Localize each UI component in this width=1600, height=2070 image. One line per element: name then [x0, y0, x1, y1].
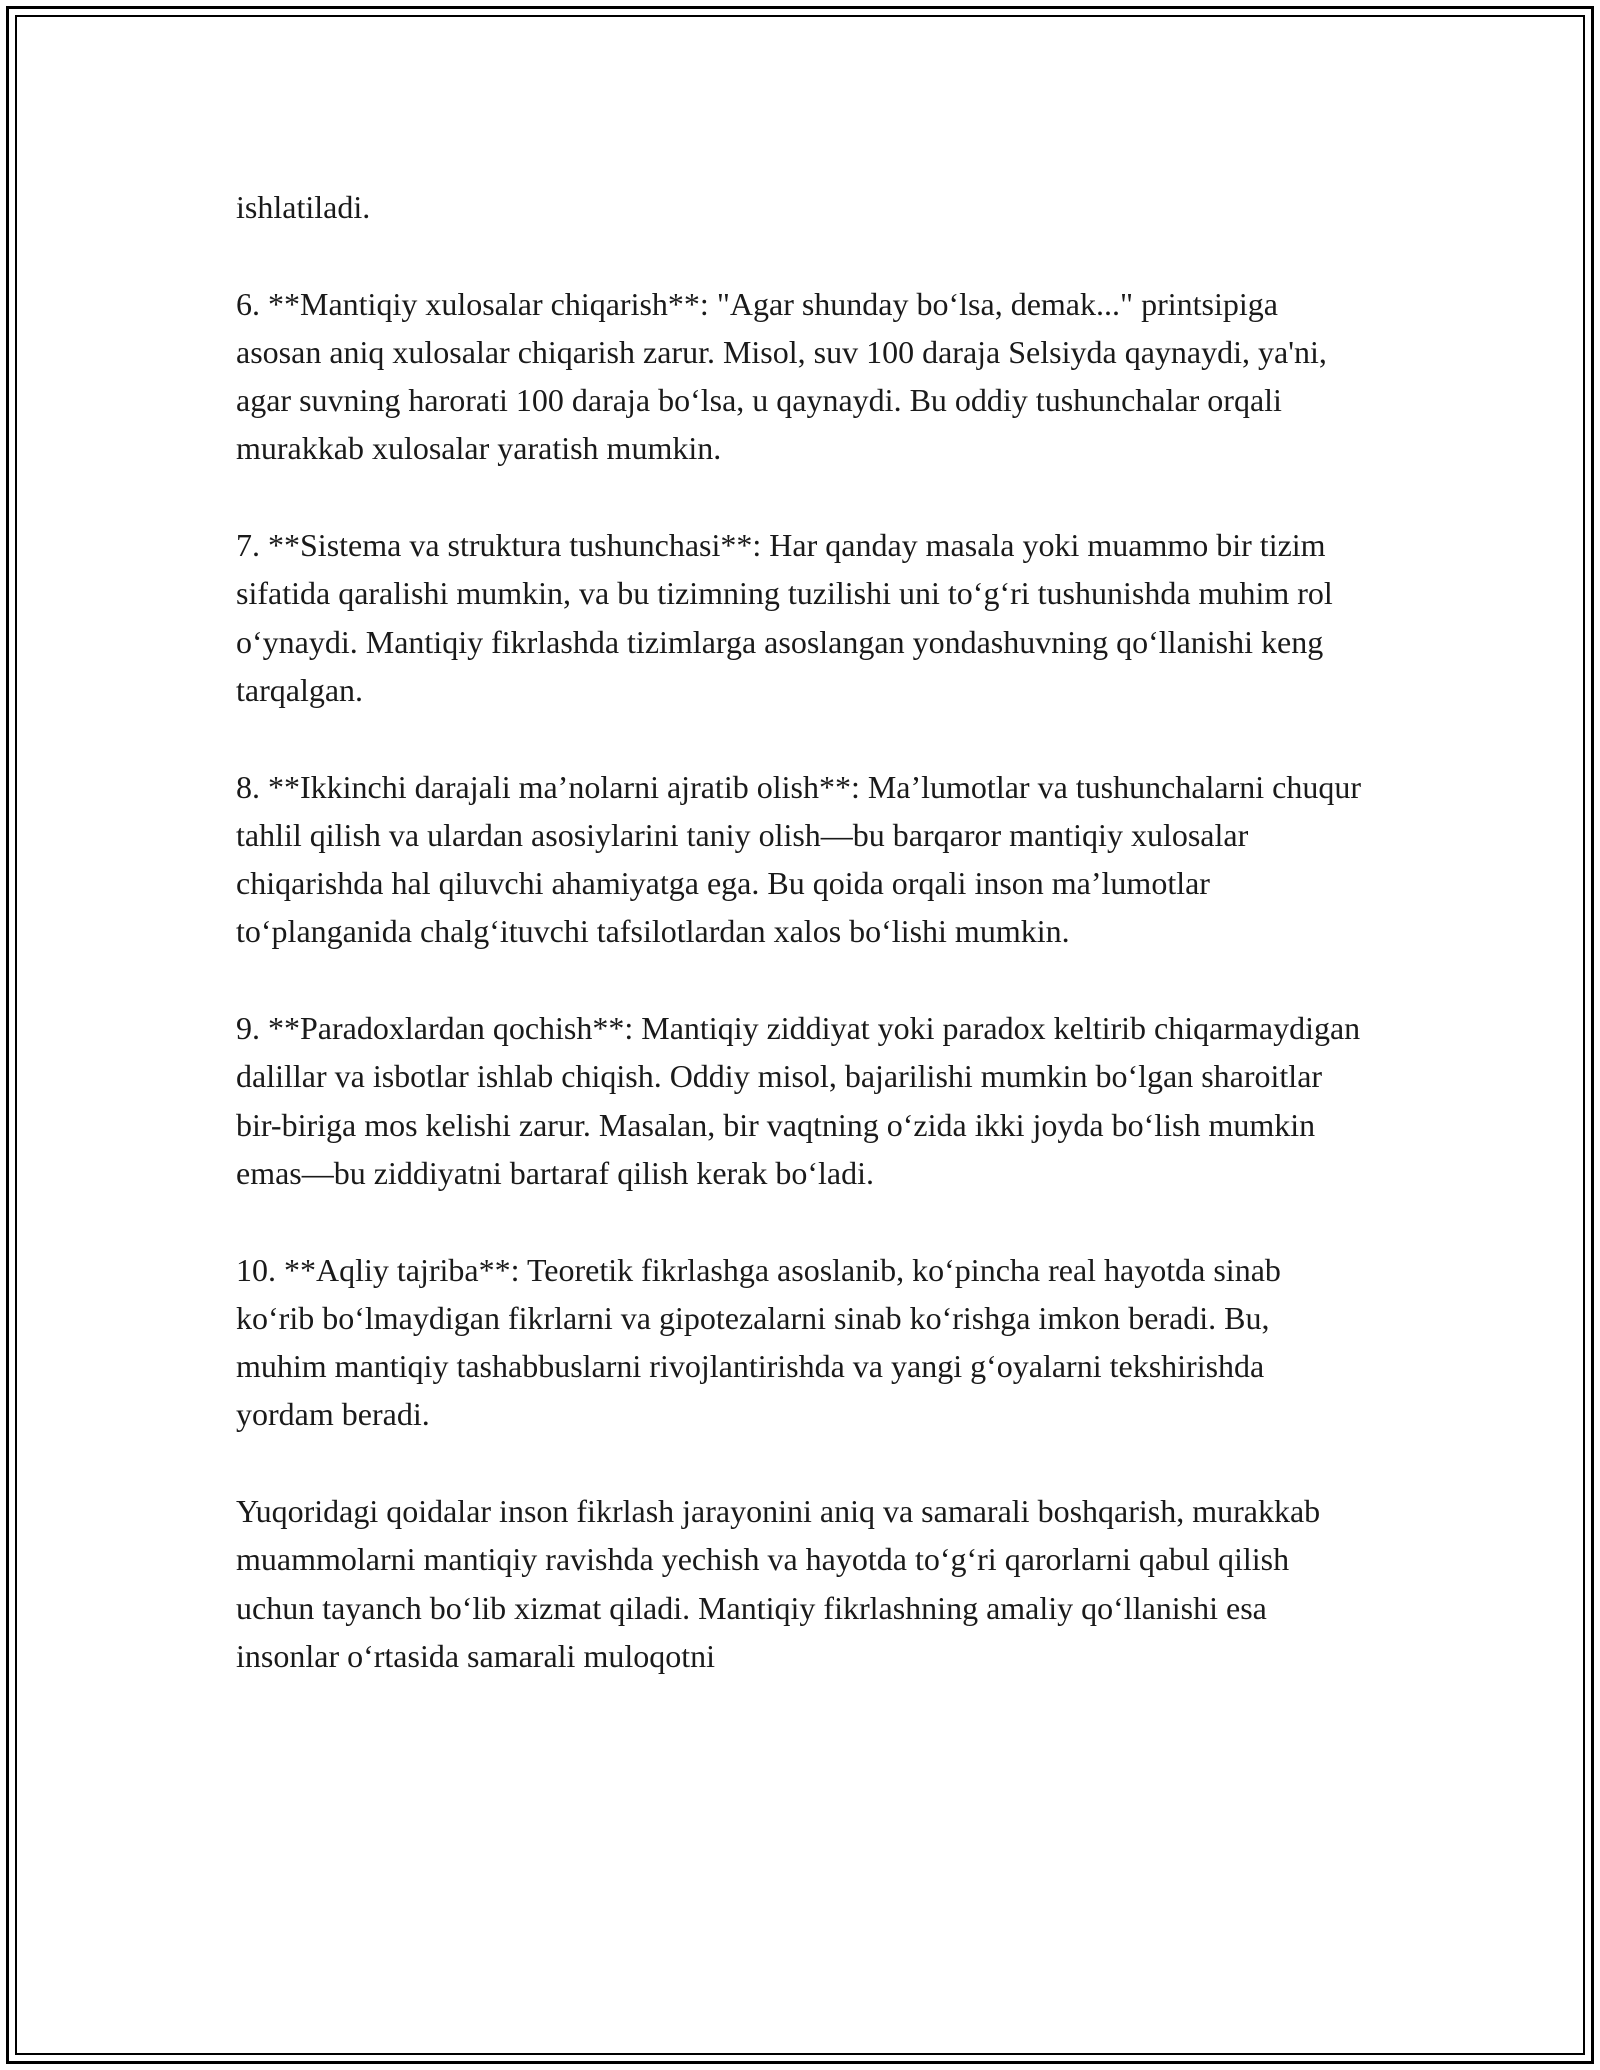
paragraph-rule-9: 9. **Paradoxlardan qochish**: Mantiqiy ziddiyat yoki paradox keltirib chiqarmaydigan dalillar va isbotlar ishlab chiqish. Oddiy misol, bajarilishi mumkin bo‘lgan sharoitlar bir-biriga mos kelishi zarur. Masalan, bir vaqtning o‘zida ikki joyda bo‘lish mumkin emas—bu ziddiyatni bartaraf qilish kerak bo‘ladi. [236, 1010, 1361, 1191]
paragraph-rule-10: 10. **Aqliy tajriba**: Teoretik fikrlashga asoslanib, ko‘pincha real hayotda sinab ko‘rib bo‘lmaydigan fikrlarni va gipotezalarni sinab ko‘rishga imkon beradi. Bu, muhim mantiqiy tashabbuslarni rivojlantirishda va yangi g‘oyalarni tekshirishda yordam beradi. [236, 1251, 1281, 1433]
paragraph-rule-6: 6. **Mantiqiy xulosalar chiqarish**: "Agar shunday bo‘lsa, demak..." printsipiga asosan aniq xulosalar chiqarish zarur. Misol, suv 100 daraja Selsiyda qaynaydi, ya'ni, agar suvning harorati 100 daraja bo‘lsa, u qaynaydi. Bu oddiy tushunchalar orqali murakkab xulosalar yaratish mumkin. [236, 285, 1327, 467]
paragraph-rule-7: 7. **Sistema va struktura tushunchasi**: Har qanday masala yoki muammo bir tizim sifatida qaralishi mumkin, va bu tizimning tuzilishi uni to‘g‘ri tushunishda muhim rol o‘ynaydi. Mantiqiy fikrlashda tizimlarga asoslangan yondashuvning qo‘llanishi keng tarqalgan. [236, 527, 1333, 708]
document-body [236, 183, 1366, 1680]
paragraph-rule-8: 8. **Ikkinchi darajali ma’nolarni ajratib olish**: Ma’lumotlar va tushunchalarni chuqur tahlil qilish va ulardan asosiylarini taniy olish—bu barqaror mantiqiy xulosalar chiqarishda hal qiluvchi ahamiyatga ega. Bu qoida orqali inson ma’lumotlar to‘planganida chalg‘ituvchi tafsilotlardan xalos bo‘lishi mumkin. [236, 768, 1362, 950]
paragraph-continuation: ishlatiladi. [236, 189, 371, 225]
paragraph-conclusion: Yuqoridagi qoidalar inson fikrlash jarayonini aniq va samarali boshqarish, murakkab muammolarni mantiqiy ravishda yechish va hayotda to‘g‘ri qarorlarni qabul qilish uchun tayanch bo‘lib xizmat qiladi. Mantiqiy fikrlashning amaliy qo‘llanishi esa insonlar o‘rtasida samarali muloqotni [236, 1493, 1321, 1674]
